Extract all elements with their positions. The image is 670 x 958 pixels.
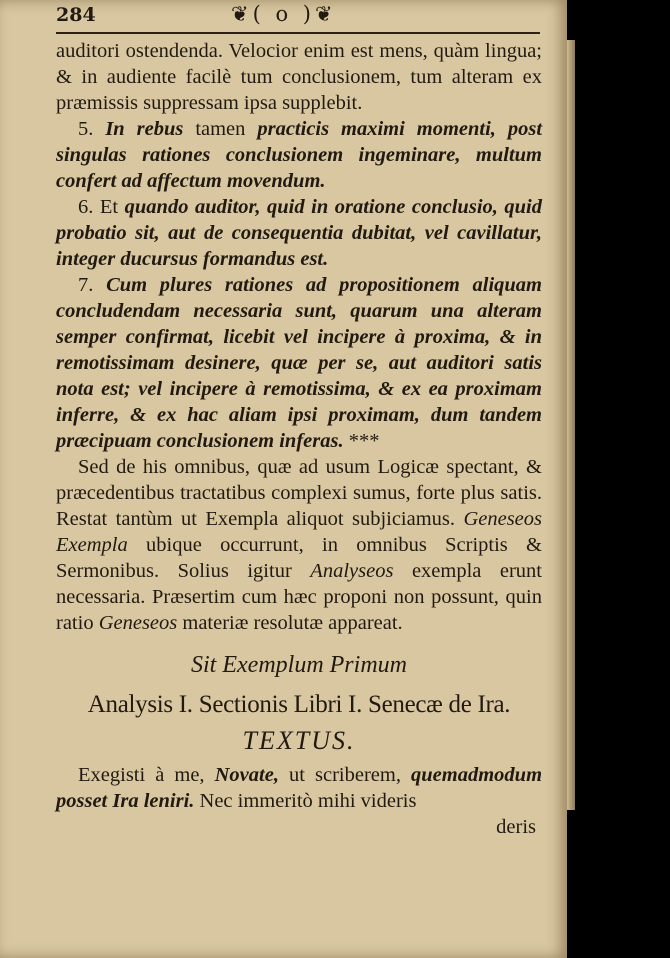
roman-text: Exegisti à me, [78,764,205,786]
catchword: deris [496,816,536,838]
roman-text: exempla erunt necessaria. Præsertim cum hæc proponi non possunt, quin ratio [56,560,543,634]
page-body [56,38,542,840]
roman-text: materiæ resolutæ appareat. [182,612,403,634]
italic-text: In rebus [105,118,184,140]
textus-heading: TEXTUS. [242,726,356,755]
paragraph-6 [56,194,542,272]
final-paragraph [56,762,542,814]
roman-text: Nec immeritò mihi videris [199,790,417,812]
italic-text: Analyseos [310,560,394,582]
italic-text: Geneseos [98,612,178,634]
analysis-heading: Analysis I. Sectionis Libri I. Senecæ de Ira. [87,691,511,718]
header-ornament: ❦( o )❦ [231,2,337,26]
italic-text: Cum plures rationes ad propositionem aliquam concludendam necessaria sunt, quarum una alteram semper confirmat, licebit vel incipere à proxima, & in remotissimam desinere, quæ per se, aut auditori satis nota est; vel incipere à remotissima, & ex ea proximam inferre, & ex hac aliam ipsi proximam, dum tandem præcipuam conclusionem inferas. [56,274,542,452]
running-header [56,4,540,34]
italic-text: practicis maximi momenti, post singulas rationes conclusionem ingeminare, multum confert ad affectum movendum. [56,118,543,192]
example-heading: Sit Exemplum Primum [191,652,407,678]
paragraph-text: auditori ostendenda. Velocior enim est mens, quàm lingua; & in audiente facilè tum conclusionem, tum alteram ex præmissis suppressam ipsa supplebit. [56,40,542,114]
paragraph-number: 6. Et [78,196,119,218]
page-number: 284 [56,4,96,26]
paragraph-number: 7. [78,274,94,296]
facing-page-edge [567,40,575,810]
roman-text: tamen [195,118,246,140]
roman-text: ut scriberem, [289,764,401,786]
dark-margin [567,0,670,958]
italic-text: quando auditor, quid in oratione conclusio, quid probatio sit, aut de consequentia dubitat, vel cavillatur, integer ducursus formandus est. [56,196,543,270]
italic-text: Geneseos Exempla [56,508,543,556]
paragraph-5 [56,116,542,194]
paragraph-continuation [56,38,542,116]
roman-text: Sed de his omnibus, quæ ad usum Logicæ spectant, & præcedentibus tractatibus complexi sumus, forte plus satis. Restat tantùm ut Exempla aliquot subjiciamus. [56,456,542,530]
roman-text: ubique occurrunt, in omnibus Scriptis & Sermonibus. Solius igitur [56,534,542,582]
italic-text: quemadmodum posset Ira leniri. [56,764,543,812]
paragraph-8 [56,454,542,636]
italic-text: Novate, [214,764,279,786]
paragraph-number: 5. [78,118,94,140]
paragraph-7 [56,272,542,454]
asterism: *** [348,430,380,452]
